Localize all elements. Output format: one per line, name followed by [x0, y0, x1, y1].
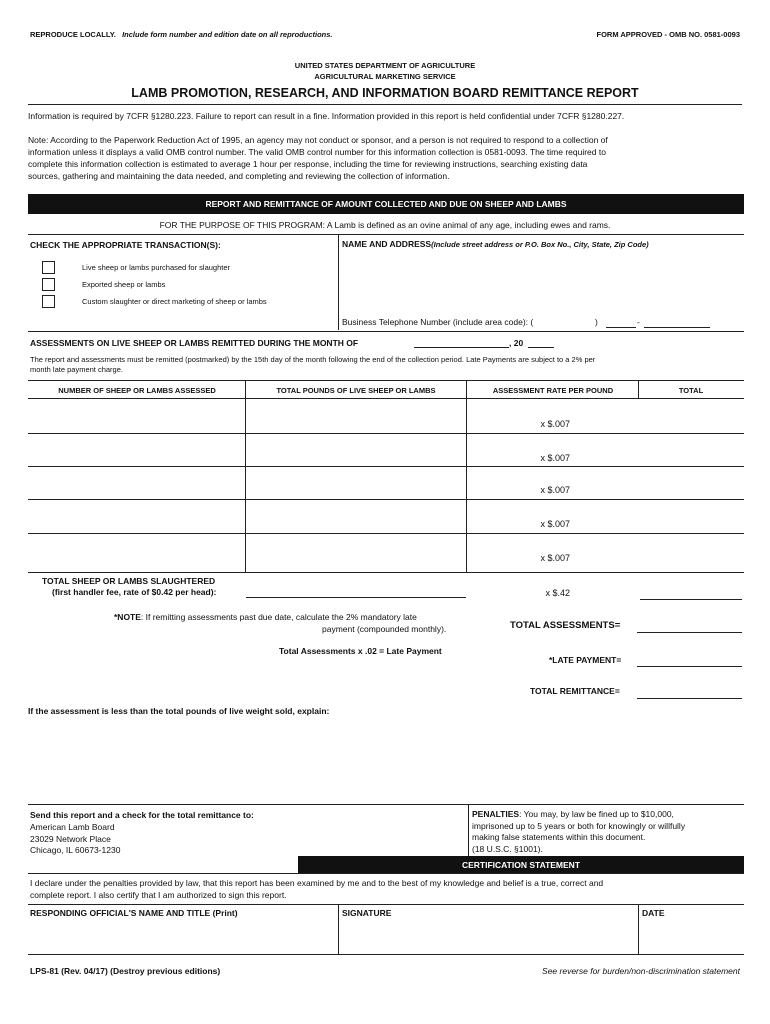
rate-cell: x $.007	[540, 519, 570, 529]
total-cell[interactable]	[640, 473, 742, 497]
report-section-bar: REPORT AND REMITTANCE OF AMOUNT COLLECTED AND DUE ON SHEEP AND LAMBS	[28, 194, 744, 214]
pounds-cell[interactable]	[247, 536, 465, 570]
certification-bar: CERTIFICATION STATEMENT	[298, 856, 744, 874]
send-top-rule	[28, 804, 744, 805]
required-notice: Information is required by 7CFR §1280.223. Failure to report can result in a fine. Information provided in this report is held confidential under 7CFR §1280.227.	[28, 111, 625, 121]
rate-cell: x $.007	[540, 485, 570, 495]
total-cell[interactable]	[640, 407, 742, 431]
official-label: RESPONDING OFFICIAL'S NAME AND TITLE (Print)	[30, 908, 238, 918]
slaughtered-total-line	[640, 599, 742, 600]
date-divider	[638, 904, 639, 954]
phone-prefix-line	[606, 327, 636, 328]
late-payment-line	[637, 666, 742, 667]
assessments-heading: ASSESSMENTS ON LIVE SHEEP OR LAMBS REMITTED DURING THE MONTH OF	[30, 338, 359, 348]
rate-cell: x $.007	[540, 553, 570, 563]
total-remittance-label: TOTAL REMITTANCE=	[530, 686, 620, 696]
table-col-divider	[638, 380, 639, 398]
late-payment-label: *LATE PAYMENT=	[549, 655, 622, 665]
signature-bottom-rule	[28, 954, 744, 955]
signature-divider	[338, 904, 339, 954]
total-cell[interactable]	[640, 540, 742, 564]
signature-label: SIGNATURE	[342, 908, 392, 918]
late-note-text: : If remitting assessments past due date, calculate the 2% mandatory late	[140, 612, 417, 622]
pounds-cell[interactable]	[247, 401, 465, 431]
pounds-cell[interactable]	[247, 502, 465, 531]
phone-field[interactable]	[606, 313, 710, 327]
phone-paren: )	[595, 317, 598, 327]
total-cell[interactable]	[640, 506, 742, 530]
phone-label: Business Telephone Number (include area code): (	[342, 317, 534, 327]
reverse-note: See reverse for burden/non-discrimination statement	[542, 966, 740, 976]
paperwork-line: complete this information collection is estimated to average 1 hour per response, including the time for reviewing instructions, searching existing data	[28, 159, 588, 169]
number-cell[interactable]	[30, 401, 244, 431]
mailing-address	[30, 822, 120, 857]
total-cell[interactable]	[640, 440, 742, 464]
explain-field[interactable]	[28, 720, 744, 800]
rate-cell: x $.007	[540, 453, 570, 463]
date-label: DATE	[642, 908, 665, 918]
checkbox-custom-slaughter[interactable]	[42, 295, 55, 308]
table-row	[28, 434, 744, 466]
number-cell[interactable]	[30, 469, 244, 497]
table-bottom-rule	[28, 572, 744, 573]
address-label	[342, 239, 649, 249]
reproduce-text: REPRODUCE LOCALLY.	[30, 30, 116, 39]
penalties-text: imprisoned up to 5 years or both for knowingly or willfully	[472, 820, 686, 831]
col-header-rate: ASSESSMENT RATE PER POUND	[492, 386, 614, 395]
transaction-top-rule	[28, 234, 744, 235]
department-name: UNITED STATES DEPARTMENT OF AGRICULTURE	[294, 61, 476, 70]
official-field[interactable]	[30, 922, 336, 952]
paperwork-line: Note: According to the Paperwork Reduction Act of 1995, an agency may not conduct or sponsor, and a person is not required to respond to a collection of	[28, 135, 608, 145]
option-exported-label: Exported sheep or lambs	[82, 280, 166, 289]
option-live-sheep-label: Live sheep or lambs purchased for slaughter	[82, 263, 231, 272]
table-top-rule	[28, 380, 744, 381]
address-hint: (Include street address or P.O. Box No., City, State, Zip Code)	[431, 240, 649, 249]
paperwork-notice	[28, 134, 748, 182]
late-payment-formula: Total Assessments x .02 = Late Payment	[279, 646, 442, 656]
address-line: 23029 Network Place	[30, 833, 111, 844]
address-label-text: NAME AND ADDRESS	[342, 239, 432, 249]
certification-text	[30, 878, 746, 901]
late-note	[114, 612, 417, 622]
checkbox-live-sheep[interactable]	[42, 261, 55, 274]
service-name: AGRICULTURAL MARKETING SERVICE	[314, 72, 456, 81]
explain-label: If the assessment is less than the total pounds of live weight sold, explain:	[28, 706, 330, 716]
late-note-line2: payment (compounded monthly).	[322, 624, 447, 634]
checkbox-exported[interactable]	[42, 278, 55, 291]
penalties-notice	[472, 809, 685, 855]
late-payment-field[interactable]	[637, 652, 742, 666]
phone-dash: -	[637, 317, 640, 327]
total-assessments-field[interactable]	[637, 618, 742, 632]
penalties-text: : You may, by law be fined up to $10,000,	[519, 809, 674, 819]
signature-top-rule	[28, 904, 744, 905]
year-prefix: , 20	[509, 338, 524, 348]
pounds-cell[interactable]	[247, 436, 465, 464]
reproduce-note: Include form number and edition date on all reproductions.	[122, 30, 333, 39]
deadline-line: The report and assessments must be remitted (postmarked) by the 15th day of the month following the end of the collection period. Late Payments are subject to a 2% per	[30, 355, 596, 364]
table-row	[28, 399, 744, 433]
omb-number: FORM APPROVED - OMB NO. 0581-0093	[596, 30, 740, 39]
deadline-line: month late payment charge.	[30, 365, 123, 374]
number-cell[interactable]	[30, 436, 244, 464]
pounds-cell[interactable]	[247, 469, 465, 497]
month-line	[414, 347, 509, 348]
year-line	[528, 347, 554, 348]
date-field[interactable]	[642, 922, 742, 952]
number-cell[interactable]	[30, 502, 244, 531]
signature-field[interactable]	[342, 922, 636, 952]
late-note-label: *NOTE	[114, 612, 141, 622]
option-custom-slaughter-label: Custom slaughter or direct marketing of sheep or lambs	[82, 297, 267, 306]
address-line: Chicago, IL 60673-1230	[30, 845, 121, 855]
rate-cell: x $.007	[540, 419, 570, 429]
total-remittance-line	[637, 698, 742, 699]
certification-line: I declare under the penalties provided by law, that this report has been examined by me and to the best of my knowledge and belief is a true, correct and	[30, 878, 604, 888]
reproduce-label	[30, 30, 333, 39]
slaughtered-line	[246, 597, 466, 598]
slaughtered-heading: TOTAL SHEEP OR LAMBS SLAUGHTERED	[42, 576, 216, 586]
table-row	[28, 534, 744, 572]
lamb-definition: FOR THE PURPOSE OF THIS PROGRAM: A Lamb is defined as an ovine animal of any age, including ewes and rams.	[159, 220, 611, 230]
transaction-bottom-rule	[28, 331, 744, 332]
col-header-total: TOTAL	[678, 386, 704, 395]
transaction-heading: CHECK THE APPROPRIATE TRANSACTION(S):	[30, 240, 221, 250]
send-divider	[468, 804, 469, 856]
penalties-text: (18 U.S.C. §1001).	[472, 843, 543, 854]
send-heading: Send this report and a check for the total remittance to:	[30, 810, 254, 820]
total-remittance-field[interactable]	[637, 684, 742, 698]
slaughtered-field[interactable]	[246, 583, 466, 597]
address-line: American Lamb Board	[30, 822, 115, 832]
name-address-field[interactable]	[342, 254, 742, 314]
table-row	[28, 467, 744, 499]
certification-line: complete report. I also certify that I am authorized to sign this report.	[30, 889, 287, 900]
total-assessments-line	[637, 632, 742, 633]
slaughtered-subheading: (first handler fee, rate of $0.42 per head):	[52, 587, 217, 597]
table-row	[28, 500, 744, 533]
total-assessments-label: TOTAL ASSESSMENTS=	[510, 620, 621, 631]
slaughtered-rate: x $.42	[545, 588, 570, 598]
address-divider	[338, 234, 339, 330]
penalties-text: making false statements within this document.	[472, 832, 646, 842]
month-field[interactable]	[414, 335, 509, 347]
col-header-number: NUMBER OF SHEEP OR LAMBS ASSESSED	[58, 386, 216, 395]
certification-rule	[28, 873, 744, 874]
paperwork-line: sources, gathering and maintaining the data needed, and completing and reviewing the collection of information.	[28, 171, 450, 181]
phone-number-line	[644, 327, 710, 328]
title-rule	[28, 104, 742, 105]
number-cell[interactable]	[30, 536, 244, 570]
paperwork-line: information unless it displays a valid OMB control number. The valid OMB control number for this information collection is 0581-0093. The time required to	[28, 147, 606, 157]
form-title: LAMB PROMOTION, RESEARCH, AND INFORMATION BOARD REMITTANCE REPORT	[131, 86, 639, 100]
penalties-label: PENALTIES	[472, 809, 520, 819]
col-header-pounds: TOTAL POUNDS OF LIVE SHEEP OR LAMBS	[276, 386, 436, 395]
form-number: LPS-81 (Rev. 04/17) (Destroy previous editions)	[30, 966, 221, 976]
assessment-deadline-note	[30, 355, 746, 375]
